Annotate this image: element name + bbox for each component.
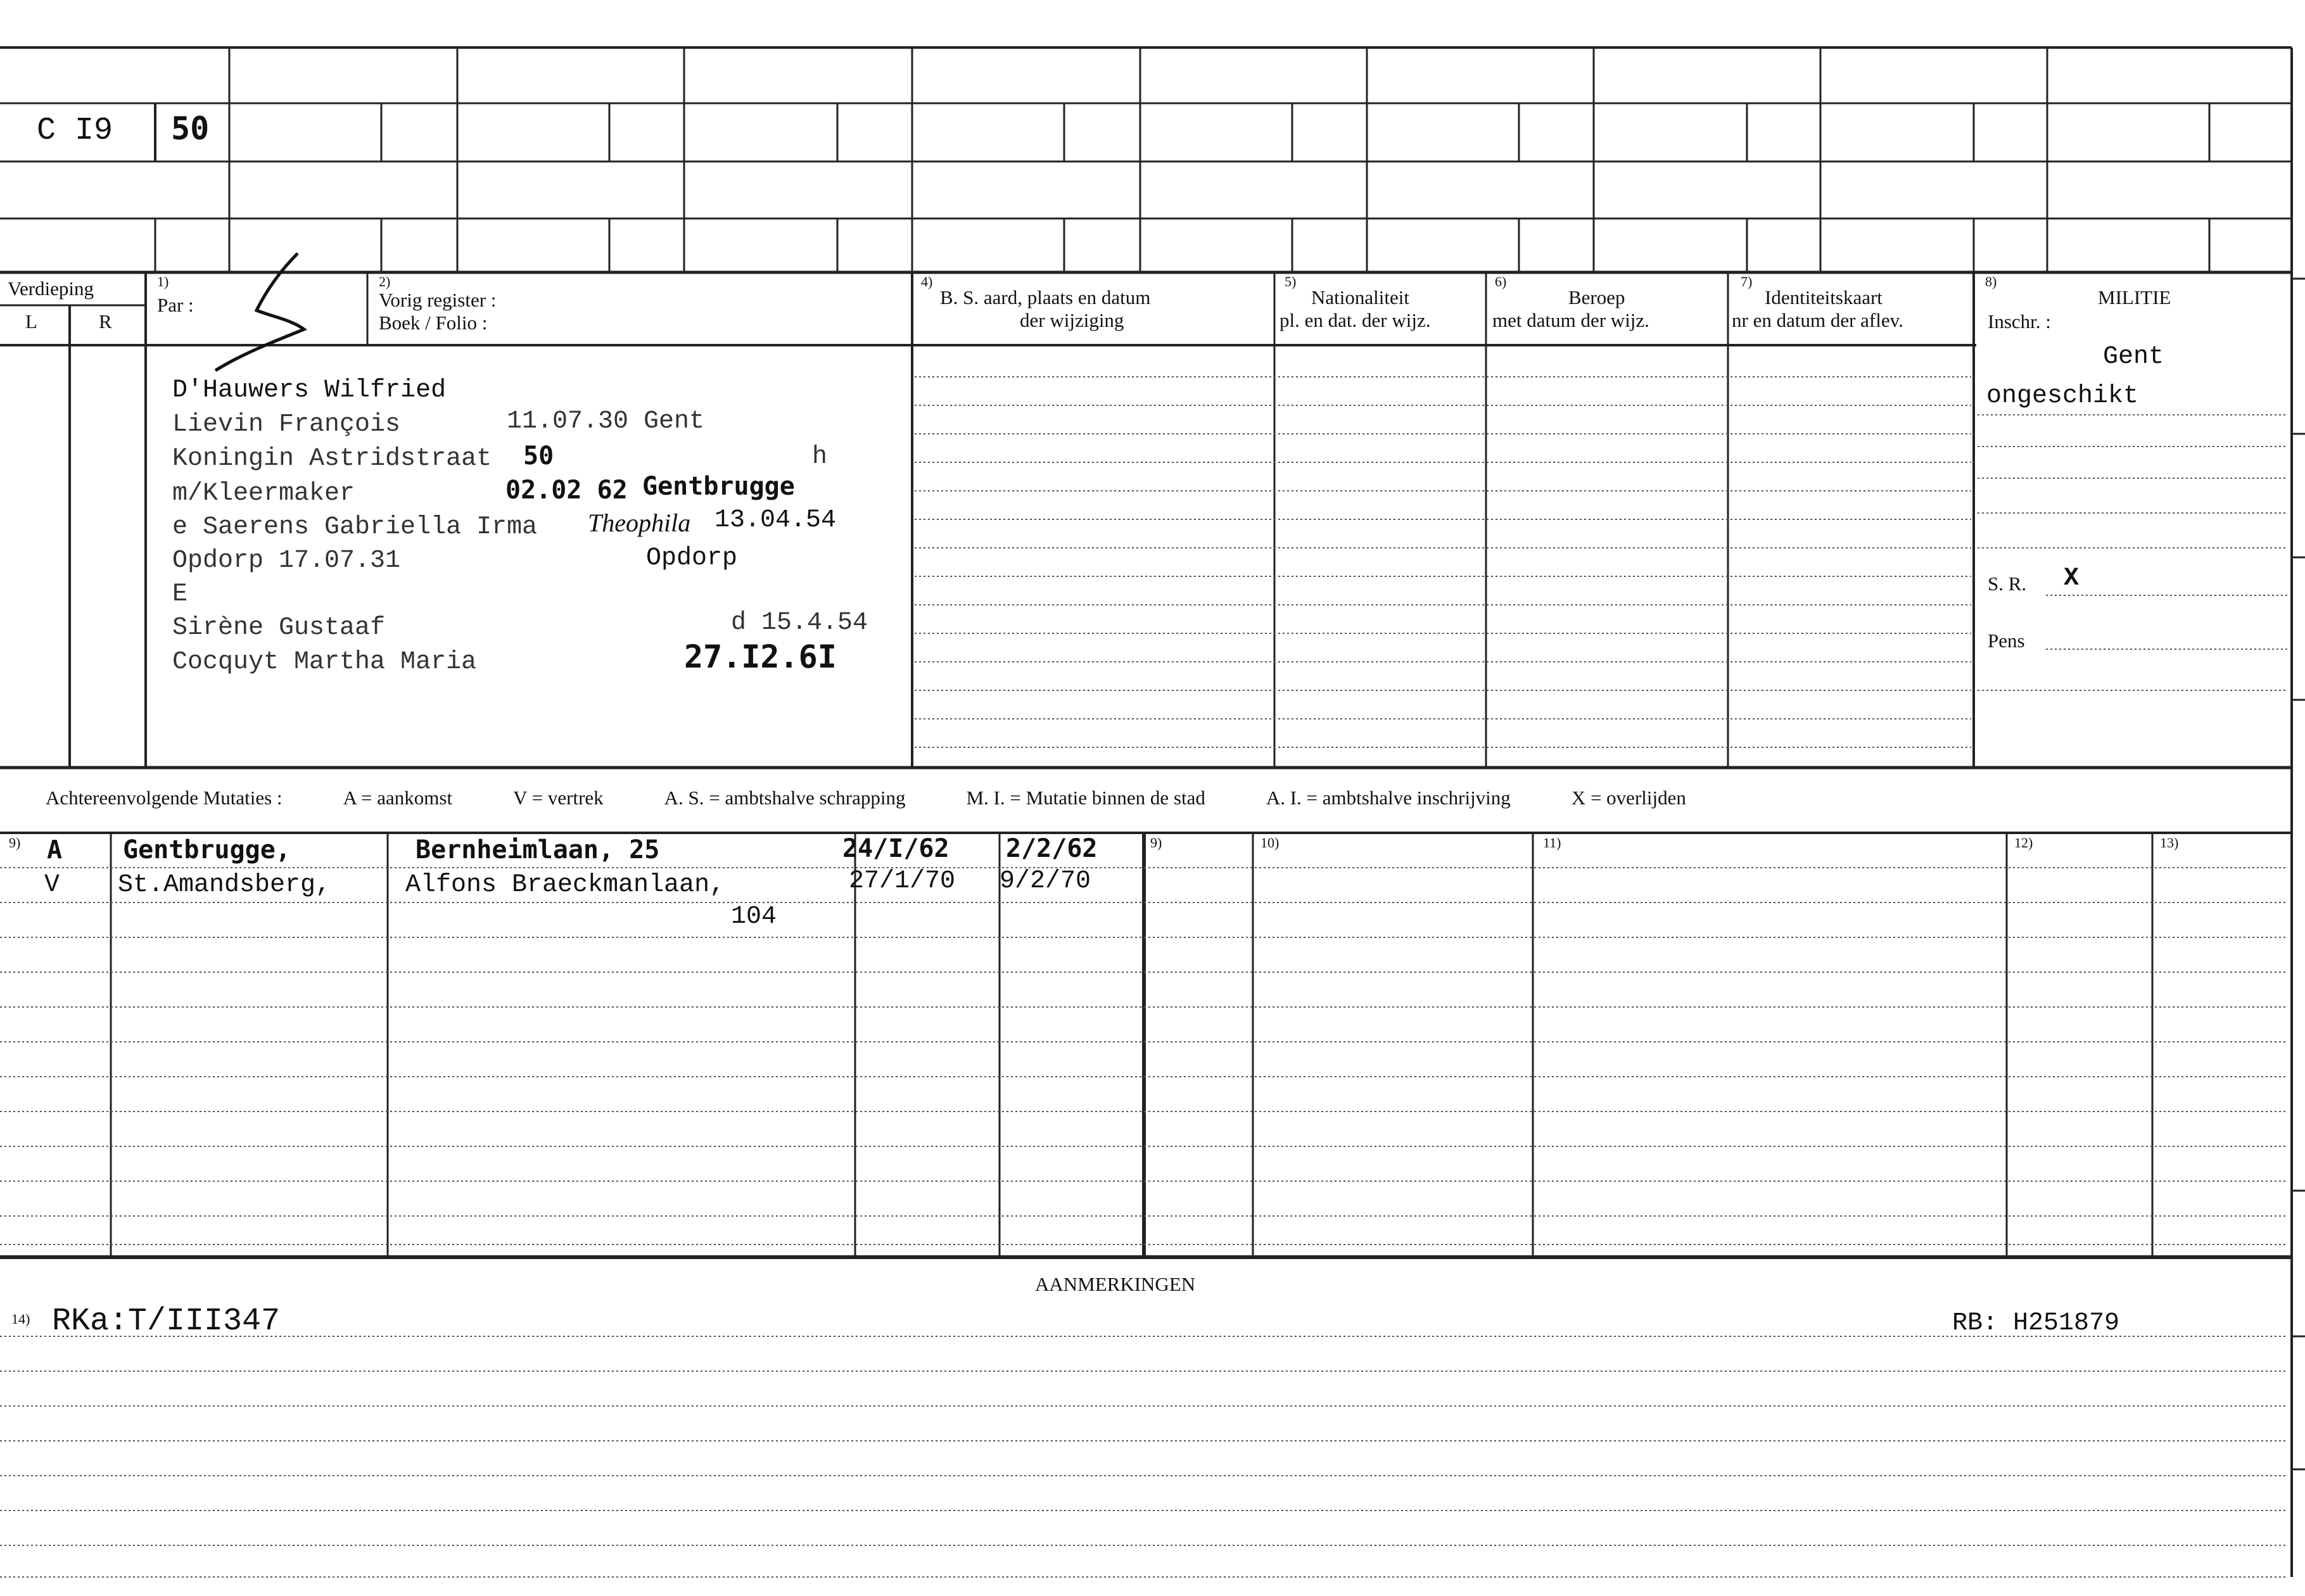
father-death: d 15.4.54 (731, 609, 868, 637)
identiteitskaart-header-line2: nr en datum der aflev. (1732, 309, 1903, 331)
mutation-date-1: 24/I/62 (842, 834, 949, 863)
bs-header-line2: der wijziging (1020, 309, 1124, 331)
field-number-7: 7) (1741, 274, 1753, 289)
register-series: C I9 (37, 113, 113, 149)
person-birth: 11.07.30 Gent (507, 407, 705, 436)
person-occupation: m/Kleermaker (172, 479, 355, 508)
vorig-register-label: Vorig register : (379, 289, 497, 311)
mutation-type: V (44, 871, 60, 899)
mother-death: 27.I2.6I (684, 638, 837, 675)
field-number-9: 9) (9, 835, 21, 851)
col-l-label: L (25, 310, 37, 332)
militie-status: ongeschikt (1986, 382, 2139, 410)
mutation-address-cont: 104 (731, 902, 777, 931)
spouse-birth: Opdorp 17.07.31 (172, 547, 401, 575)
spouse-extra-name: Theophila (588, 509, 691, 537)
mutation-date-2: 2/2/62 (1006, 834, 1098, 863)
mutations-legend-title: Achtereenvolgende Mutaties : (46, 787, 283, 809)
field-number-1: 1) (157, 274, 169, 289)
mother-name: Cocquyt Martha Maria (172, 648, 477, 676)
bs-header-line1: B. S. aard, plaats en datum (940, 286, 1151, 308)
legend-item-v: V = vertrek (513, 787, 604, 809)
field-number-6: 6) (1495, 274, 1507, 289)
person-house-number: 50 (523, 441, 554, 471)
marriage-place: Opdorp (646, 544, 738, 573)
field-number-10: 10) (1260, 835, 1279, 851)
sr-label: S. R. (1988, 573, 2027, 595)
field-number-11: 11) (1543, 835, 1561, 851)
beroep-header-line1: Beroep (1568, 286, 1625, 308)
field-number-2: 2) (379, 274, 391, 289)
sr-value: X (2064, 564, 2080, 593)
militie-inschr-place: Gent (2103, 343, 2164, 371)
field-number-5: 5) (1285, 274, 1297, 289)
spouse-name: e Saerens Gabriella Irma (172, 513, 538, 542)
field-number-8: 8) (1985, 274, 1997, 289)
father-name: Sirène Gustaaf (172, 614, 386, 642)
beroep-header-line2: met datum der wijz. (1492, 309, 1649, 331)
identiteitskaart-header-line1: Identiteitskaart (1765, 286, 1883, 308)
parents-marker: E (172, 580, 188, 609)
person-name: D'Hauwers Wilfried (172, 376, 447, 405)
mutation-place: Gentbrugge, (123, 835, 291, 864)
person-arrival-date: 02.02 62 (505, 476, 628, 505)
register-number: 50 (171, 110, 210, 147)
inschr-label: Inschr. : (1988, 310, 2051, 332)
legend-item-as: A. S. = ambtshalve schrapping (664, 787, 906, 809)
field-number-12: 12) (2014, 835, 2033, 851)
militie-header: MILITIE (2098, 286, 2171, 308)
verdieping-label: Verdieping (8, 277, 94, 300)
person-arrival-place: Gentbrugge (642, 472, 795, 501)
field-number-13: 13) (2160, 835, 2179, 851)
nationaliteit-header-line1: Nationaliteit (1311, 286, 1409, 308)
mutation-address: Bernheimlaan, 25 (416, 835, 660, 864)
mutations-legend (46, 788, 2244, 808)
legend-item-a: A = aankomst (343, 787, 453, 809)
mutation-place: St.Amandsberg, (118, 871, 331, 899)
legend-item-mi: M. I. = Mutatie binnen de stad (966, 787, 1205, 809)
col-r-label: R (99, 310, 112, 332)
person-house-suffix: h (812, 443, 828, 471)
mutation-address: Alfons Braeckmanlaan, (405, 871, 725, 899)
par-label: Par : (157, 294, 194, 316)
marriage-date: 13.04.54 (714, 506, 837, 535)
boek-folio-label: Boek / Folio : (379, 312, 488, 334)
field-number-14: 14) (11, 1311, 30, 1327)
person-given-names: Lievin François (172, 410, 401, 439)
mutation-type: A (47, 835, 63, 864)
remarks-rka: RKa:T/III347 (52, 1303, 281, 1340)
legend-item-ai: A. I. = ambtshalve inschrijving (1266, 787, 1511, 809)
remarks-rb: RB: H251879 (1952, 1309, 2120, 1338)
field-number-4: 4) (921, 274, 933, 289)
legend-item-x: X = overlijden (1571, 787, 1686, 809)
mutation-date-2: 9/2/70 (1000, 867, 1091, 896)
nationaliteit-header-line2: pl. en dat. der wijz. (1279, 309, 1431, 331)
remarks-title: AANMERKINGEN (1035, 1273, 1196, 1295)
mutation-date-1: 27/1/70 (849, 867, 956, 896)
field-number-9b: 9) (1150, 835, 1162, 851)
person-street: Koningin Astridstraat (172, 445, 492, 473)
pens-label: Pens (1988, 630, 2025, 652)
